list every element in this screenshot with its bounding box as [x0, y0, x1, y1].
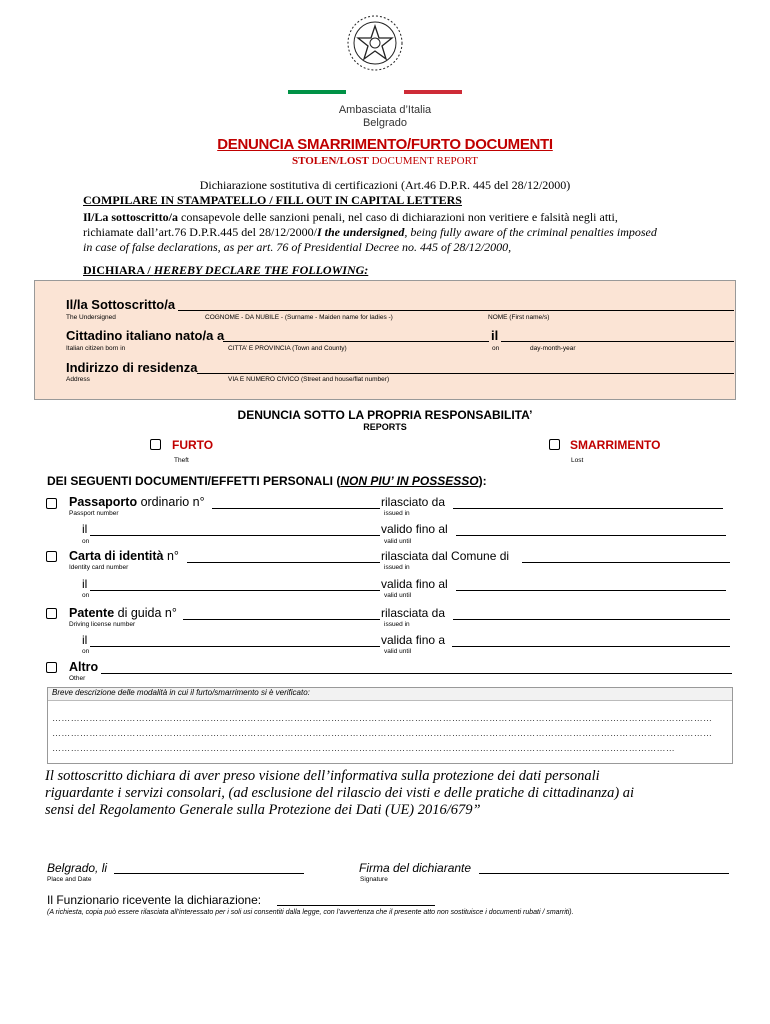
name-hint: NOME (First name/s) — [488, 314, 550, 321]
description-label: Breve descrizione delle modalità in cui il furto/smarrimento si è verificato: — [52, 688, 310, 697]
city-hint: CITTA’ E PROVINCIA (Town and County) — [228, 345, 347, 352]
birthplace-input[interactable] — [223, 341, 489, 342]
place-date-en: Place and Date — [47, 876, 92, 883]
surname-hint: COGNOME - DA NUBILE - (Surname - Maiden name for ladies -) — [205, 314, 393, 321]
passport-issued-label: rilasciato da — [381, 495, 446, 509]
lost-checkbox[interactable] — [549, 439, 560, 450]
id-card-valid-input[interactable] — [456, 590, 726, 591]
license-date-input[interactable] — [90, 646, 380, 647]
page-subtitle: STOLEN/LOST DOCUMENT REPORT — [292, 155, 478, 167]
place-date-label: Belgrado, li — [47, 861, 108, 875]
other-input[interactable] — [101, 673, 732, 674]
signature-en: Signature — [360, 876, 388, 883]
passport-checkbox[interactable] — [46, 498, 57, 509]
id-card-issued-en: issued in — [384, 564, 410, 571]
compile-instruction: COMPILARE IN STAMPATELLO / FILL OUT IN CAPITAL LETTERS — [83, 193, 462, 207]
footnote: (A richiesta, copia può essere rilasciata all’interessato per i soli usi consentiti dalla legge, con l’avvertenza che il presente atto non sostituisce i documenti rubati / smarriti). — [47, 909, 574, 916]
passport-on-en: on — [82, 538, 90, 545]
address-en: Address — [66, 376, 90, 383]
passport-valid-label: valido fino al — [381, 522, 448, 536]
passport-issued-en: issued in — [384, 510, 410, 517]
id-card-label: Carta di identità n° — [69, 549, 179, 563]
passport-valid-en: valid until — [384, 538, 412, 545]
id-card-date-input[interactable] — [90, 590, 380, 591]
license-number-input[interactable] — [183, 619, 380, 620]
passport-issued-input[interactable] — [453, 508, 723, 509]
id-card-en: Identity card number — [69, 564, 129, 571]
birth-date-input[interactable] — [501, 341, 734, 342]
address-label: Indirizzo di residenza — [66, 360, 198, 375]
passport-en: Passport number — [69, 510, 119, 517]
passport-date-label: il — [82, 522, 88, 536]
license-checkbox[interactable] — [46, 608, 57, 619]
privacy-line-2: riguardante i servizi consolari, (ad esclusione del rilascio dei visti e delle pratiche di cittadinanza) ai — [45, 785, 635, 801]
address-input[interactable] — [197, 373, 734, 374]
declare-heading: DICHIARA / HEREBY DECLARE THE FOLLOWING: — [83, 263, 369, 277]
embassy-city: Belgrado — [362, 117, 408, 129]
officer-label: Il Funzionario ricevente la dichiarazione: — [47, 893, 262, 907]
theft-checkbox[interactable] — [150, 439, 161, 450]
undersigned-label: Il/la Sottoscritto/a — [66, 297, 176, 312]
theft-en: Theft — [174, 457, 189, 464]
id-card-on-en: on — [82, 592, 90, 599]
place-date-input[interactable] — [114, 873, 304, 874]
date-hint: day-month-year — [530, 345, 576, 352]
license-label: Patente di guida n° — [69, 606, 177, 620]
license-date-label: il — [82, 633, 88, 647]
page-title: DENUNCIA SMARRIMENTO/FURTO DOCUMENTI — [217, 136, 553, 153]
license-valid-input[interactable] — [452, 646, 730, 647]
flag-stripe-green — [288, 90, 346, 94]
privacy-line-3: sensi del Regolamento Generale sulla Protezione dei Dati (UE) 2016/679” — [45, 802, 481, 818]
description-line-2: …………………………………………………………………………………………………………………………………………………………………………………………… — [52, 728, 713, 738]
license-valid-en: valid until — [384, 648, 412, 655]
theft-label: FURTO — [172, 438, 214, 452]
passport-label: Passaporto ordinario n° — [69, 495, 205, 509]
undersigned-en: The Undersigned — [66, 314, 116, 321]
passport-valid-input[interactable] — [456, 535, 726, 536]
description-line-1: …………………………………………………………………………………………………………………………………………………………………………………………… — [52, 713, 713, 723]
flag-stripe-red — [404, 90, 462, 94]
on-hint: on — [492, 345, 500, 352]
report-subtitle: REPORTS — [363, 422, 407, 432]
license-issued-en: issued in — [384, 621, 410, 628]
other-en: Other — [69, 675, 86, 682]
other-label: Altro — [69, 660, 99, 674]
italian-emblem-icon — [344, 12, 406, 74]
id-card-number-input[interactable] — [187, 562, 380, 563]
documents-heading: DEI SEGUENTI DOCUMENTI/EFFETTI PERSONALI (NON PIU’ IN POSSESSO): — [47, 474, 487, 488]
id-card-date-label: il — [82, 577, 88, 591]
citizen-en: Italian citizen born in — [66, 345, 126, 352]
license-on-en: on — [82, 648, 90, 655]
privacy-line-1: Il sottoscritto dichiara di aver preso visione dell’informativa sulla protezione dei dati personali — [45, 768, 600, 784]
license-issued-input[interactable] — [453, 619, 730, 620]
flag-stripe-white — [346, 90, 404, 94]
intro-line-1: Il/La sottoscritto/a consapevole delle sanzioni penali, nel caso di dichiarazioni non veritiere e falsità negli atti, — [83, 210, 618, 224]
license-valid-label: valida fino a — [381, 633, 446, 647]
signature-input[interactable] — [479, 873, 729, 874]
declaration-reference: Dichiarazione sostitutiva di certificazioni (Art.46 D.P.R. 445 del 28/12/2000) — [199, 178, 571, 192]
lost-label: SMARRIMENTO — [570, 438, 661, 452]
id-card-checkbox[interactable] — [46, 551, 57, 562]
intro-line-3: in case of false declarations, as per art. 76 of Presidential Decree no. 445 of 28/12/2000, — [83, 240, 512, 254]
id-card-issued-input[interactable] — [522, 562, 730, 563]
description-line-3: ………………………………………………………………………………………………………………………………………………………………………………… — [52, 743, 676, 753]
id-card-valid-en: valid until — [384, 592, 412, 599]
passport-number-input[interactable] — [212, 508, 380, 509]
license-issued-label: rilasciata da — [381, 606, 446, 620]
citizen-label: Cittadino italiano nato/a a — [66, 328, 225, 343]
id-card-issued-label: rilasciata dal Comune di — [381, 549, 510, 563]
street-hint: VIA E NUMERO CIVICO (Street and house/flat number) — [228, 376, 390, 383]
id-card-valid-label: valida fino al — [381, 577, 448, 591]
embassy-name: Ambasciata d’Italia — [338, 104, 432, 116]
birth-date-label: il — [491, 328, 499, 343]
license-en: Driving license number — [69, 621, 136, 628]
passport-date-input[interactable] — [90, 535, 380, 536]
report-title: DENUNCIA SOTTO LA PROPRIA RESPONSABILITA’ — [237, 408, 533, 422]
officer-input[interactable] — [277, 905, 435, 906]
intro-line-2: richiamate dall’art.76 D.P.R.445 del 28/12/2000/I the undersigned, being fully aware of the criminal penalties imposed — [83, 225, 657, 239]
other-checkbox[interactable] — [46, 662, 57, 673]
signature-label: Firma del dichiarante — [359, 861, 472, 875]
lost-en: Lost — [571, 457, 584, 464]
undersigned-input[interactable] — [178, 310, 734, 311]
